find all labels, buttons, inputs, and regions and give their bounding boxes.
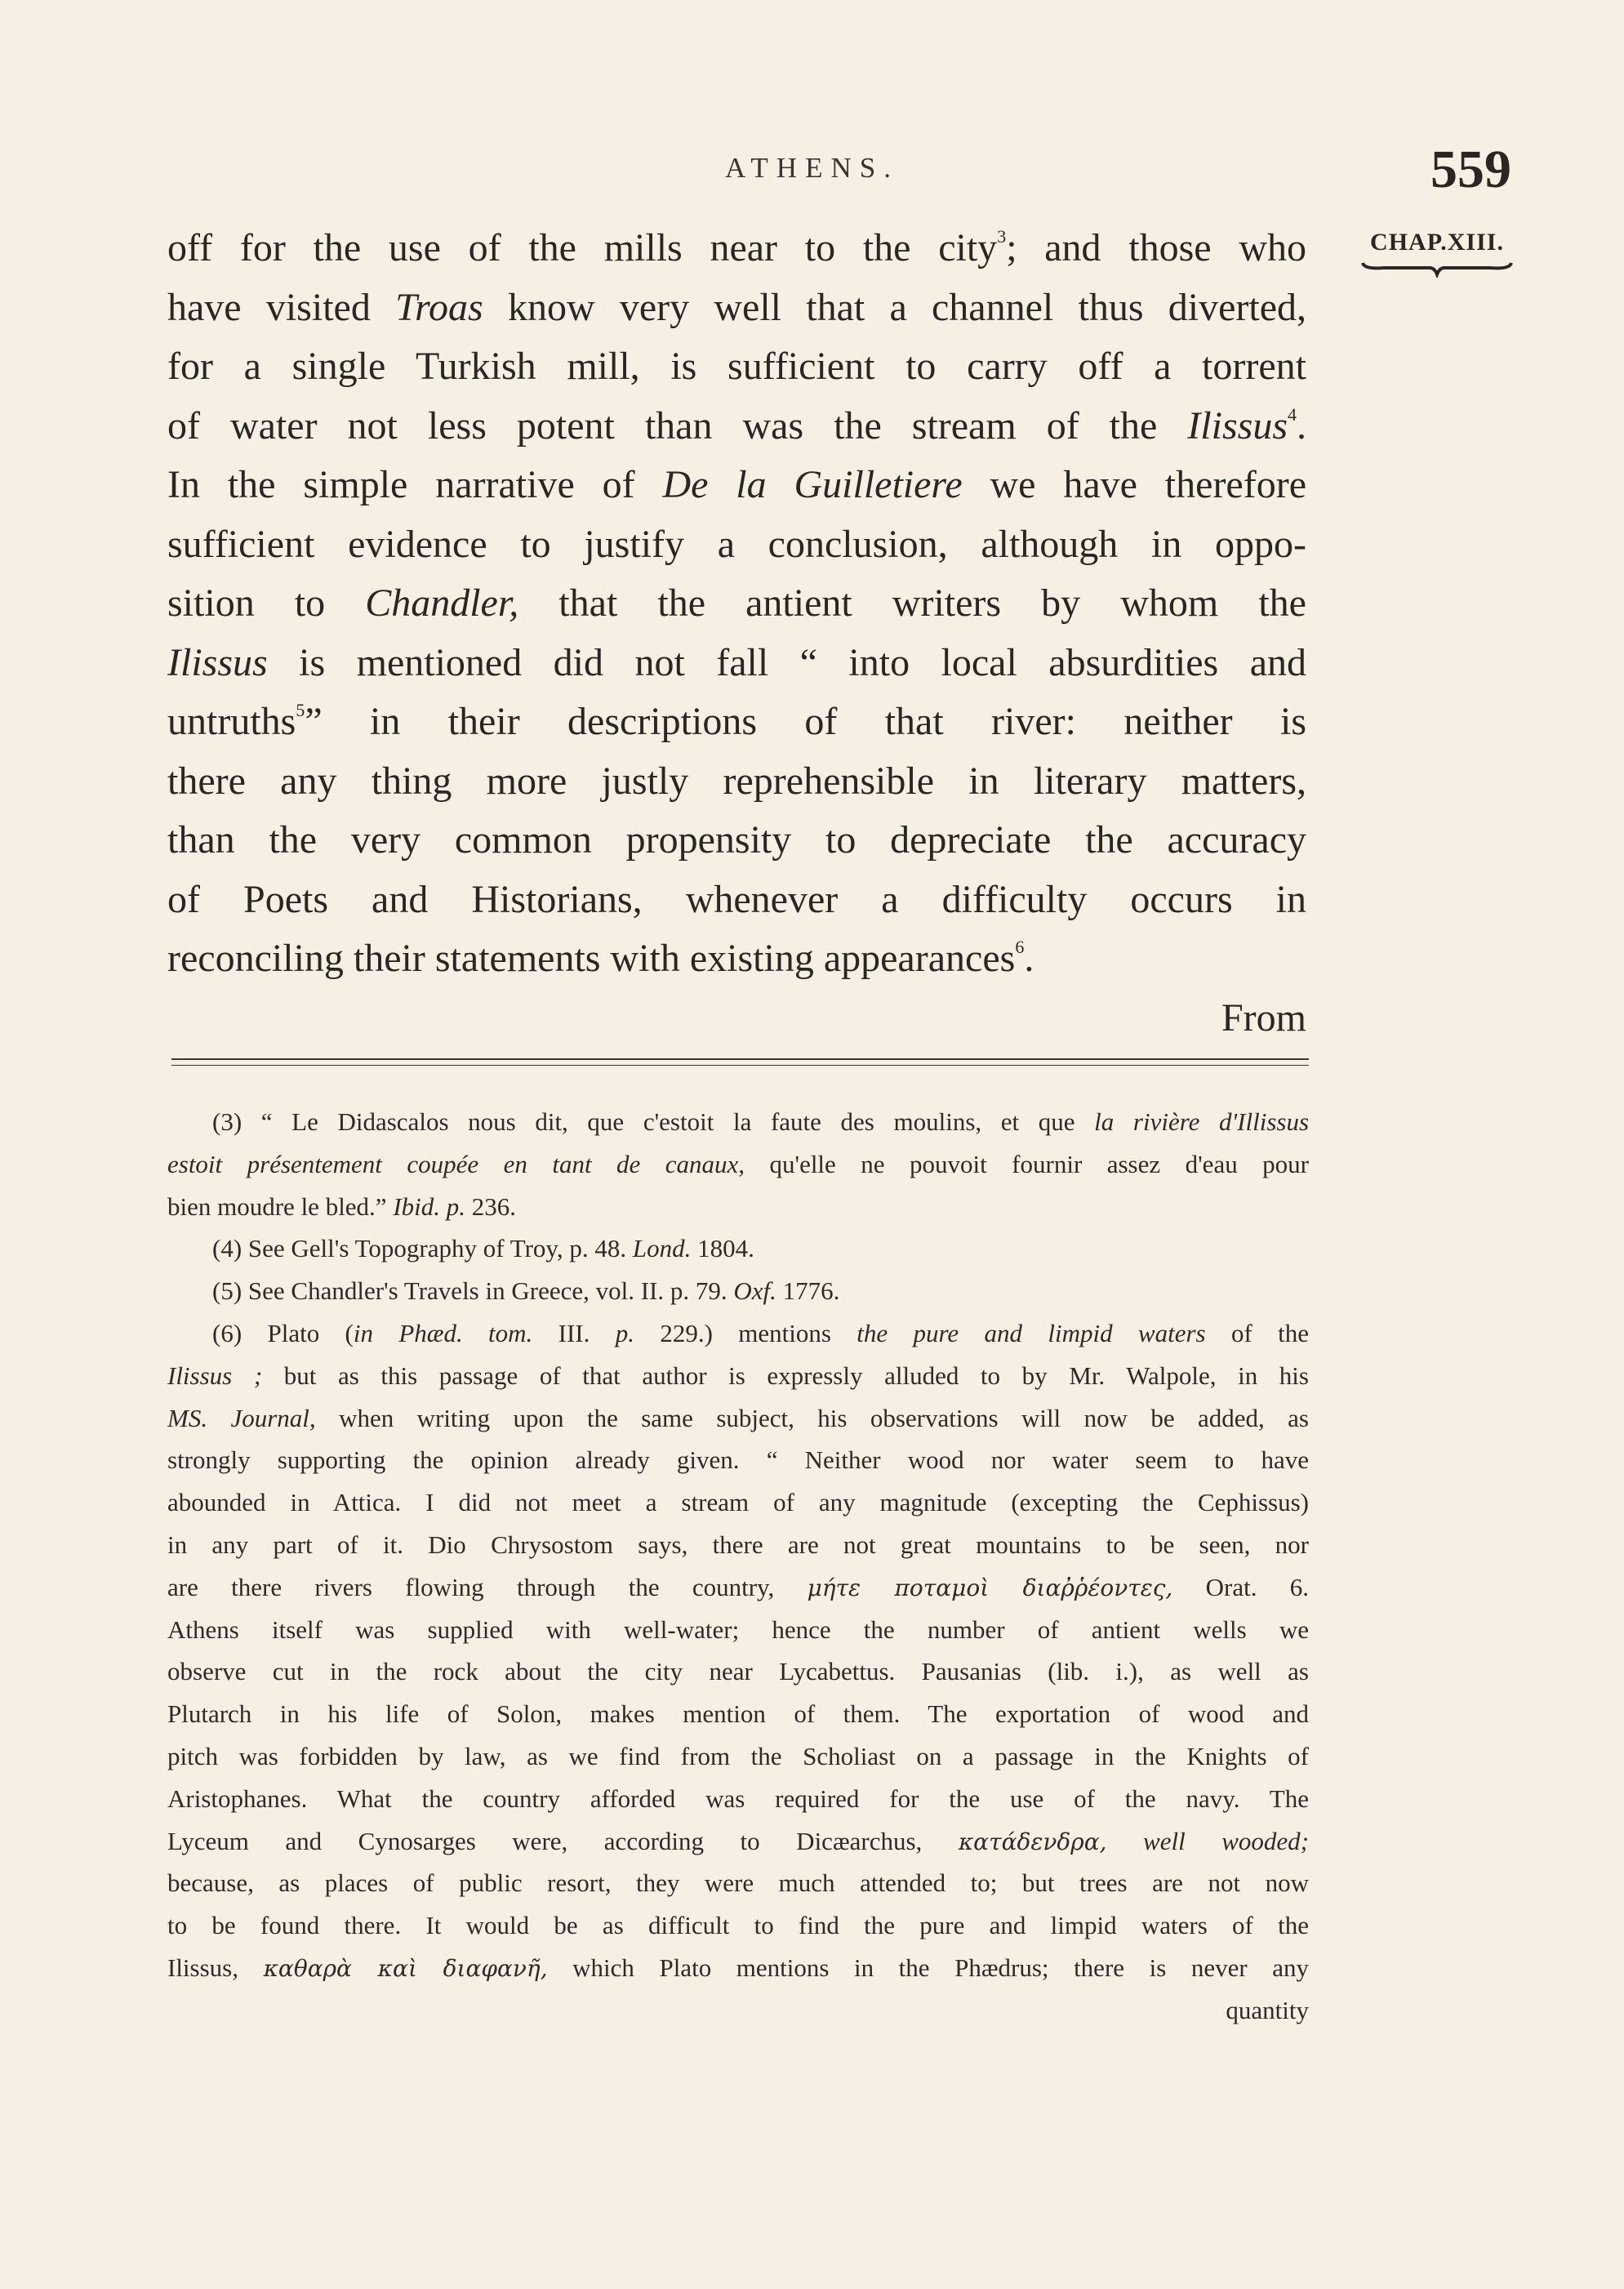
body-text [167, 219, 1306, 1048]
text-line: reconciling their statements with existing appearances$^6$. [167, 937, 1034, 980]
footnote-line: strongly supporting the opinion already given. “ Neither wood nor water seem to have [167, 1445, 1309, 1475]
text-line: sufficient evidence to justify a conclusion, although in oppo- [167, 522, 1306, 566]
text-line: sition to Chandler, that the antient writers by whom the [167, 581, 1306, 625]
brace-ornament-icon [1359, 260, 1515, 278]
footnote-line: (4) See Gell's Topography of Troy, p. 48. Lond. 1804. [212, 1234, 754, 1263]
footnote-line: (5) See Chandler's Travels in Greece, vol. II. p. 79. Oxf. 1776. [212, 1276, 840, 1306]
footnote-line: Athens itself was supplied with well-water; hence the number of antient wells we [167, 1614, 1309, 1644]
chapter-sidenote [1355, 229, 1519, 278]
footnote-line: estoit présentement coupée en tant de canaux, qu'elle ne pouvoit fournir assez d'eau pour [167, 1149, 1309, 1178]
footnote-line: Aristophanes. What the country afforded was required for the use of the navy. The [167, 1784, 1309, 1813]
footnote-line: (6) Plato (in Phæd. tom. III. p. 229.) mentions the pure and limpid waters of the [212, 1318, 1309, 1347]
footnote-rule-thin [171, 1065, 1309, 1066]
text-line: off for the use of the mills near to the city$^3$; and those who [167, 226, 1306, 269]
page-number: 559 [1430, 140, 1511, 199]
footnote-rule [171, 1058, 1309, 1060]
text-line: In the simple narrative of De la Guilletiere we have therefore [167, 463, 1306, 506]
footnote-line: abounded in Attica. I did not meet a stream of any magnitude (excepting the Cephissus) [167, 1488, 1309, 1517]
footnote-line: are there rivers flowing through the country, μήτε ποταμοὶ διαῤῥέοντες, Orat. 6. [167, 1572, 1309, 1601]
text-line: of Poets and Historians, whenever a difficulty occurs in [167, 877, 1306, 921]
text-line: untruths$^5$” in their descriptions of that river: neither is [167, 700, 1306, 743]
footnote-line: bien moudre le bled.” Ibid. p. 236. [167, 1191, 517, 1221]
catchword: From [1221, 995, 1306, 1040]
footnote-line: Ilissus ; but as this passage of that author is expressly alluded to by Mr. Walpole, in his [167, 1360, 1309, 1390]
footnote-line: to be found there. It would be as difficult to find the pure and limpid waters of the [167, 1911, 1309, 1940]
footnote-line: in any part of it. Dio Chrysostom says, there are not great mountains to be seen, nor [167, 1530, 1309, 1559]
footnote-line: pitch was forbidden by law, as we find from the Scholiast on a passage in the Knights of [167, 1741, 1309, 1770]
text-line: there any thing more justly reprehensible in literary matters, [167, 759, 1306, 803]
footnote-line: Lyceum and Cynosarges were, according to Dicæarchus, κατάδενδρα, well wooded; [167, 1826, 1309, 1855]
footnote-line: because, as places of public resort, they were much attended to; but trees are not now [167, 1868, 1309, 1898]
footnote-line: (3) “ Le Didascalos nous dit, que c'estoit la faute des moulins, et que la rivière d'Illissus [212, 1107, 1309, 1136]
chapter-label: CHAP.XIII. [1370, 229, 1504, 256]
footnote-line: Ilissus, καθαρὰ καὶ διαφανῆ, which Plato mentions in the Phædrus; there is never any [167, 1953, 1309, 1982]
footnote-catchword: quantity [1226, 1995, 1309, 2024]
text-line: than the very common propensity to depreciate the accuracy [167, 818, 1306, 862]
footnote-line: MS. Journal, when writing upon the same subject, his observations will now be added, as [167, 1403, 1309, 1432]
running-head: ATHENS. [725, 152, 899, 184]
text-line: for a single Turkish mill, is sufficient to carry off a torrent [167, 345, 1306, 388]
text-line: Ilissus is mentioned did not fall “ into local absurdities and [167, 640, 1306, 684]
footnote-line: observe cut in the rock about the city near Lycabettus. Pausanias (lib. i.), as well as [167, 1657, 1309, 1686]
footnote-line: Plutarch in his life of Solon, makes mention of them. The exportation of wood and [167, 1699, 1309, 1729]
footnotes [167, 1101, 1309, 2032]
text-line: of water not less potent than was the stream of the Ilissus$^4$. [167, 403, 1306, 448]
text-line: have visited Troas know very well that a channel thus diverted, [167, 285, 1306, 329]
